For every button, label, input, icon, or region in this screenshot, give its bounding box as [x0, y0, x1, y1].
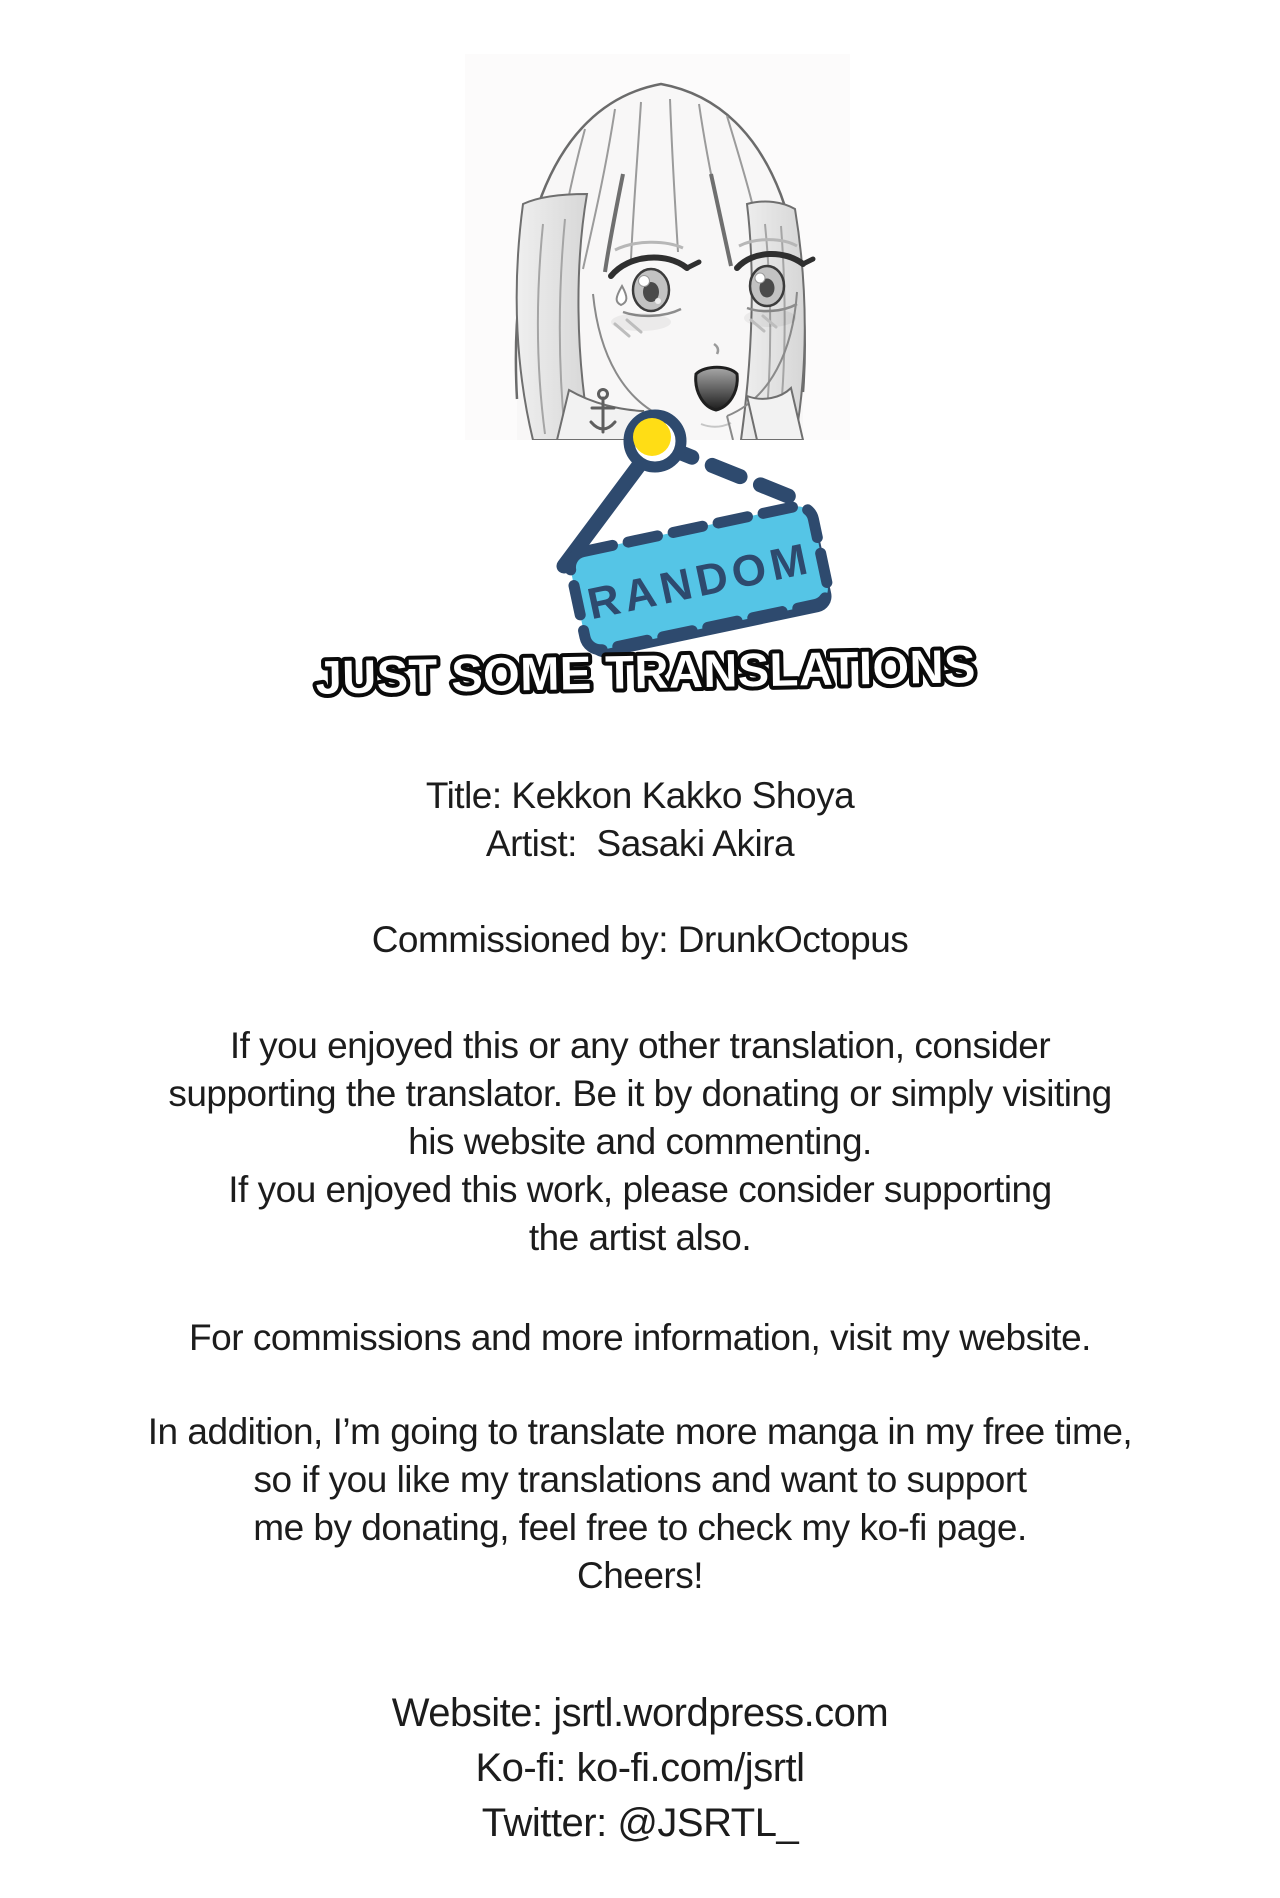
links-block	[0, 1686, 1280, 1851]
commission-line: Commissioned by: DrunkOctopus	[371, 919, 909, 960]
sign-label: RANDOM	[583, 533, 817, 630]
kofi-line-3: me by donating, feel free to check my ko-fi page.	[253, 1507, 1027, 1548]
kofi-line-4: Cheers!	[576, 1555, 704, 1596]
support-line-5: the artist also.	[528, 1217, 752, 1258]
manga-girl-drawing	[465, 54, 850, 440]
support-paragraph	[0, 1022, 1280, 1262]
website-line: Website: jsrtl.wordpress.com	[391, 1691, 889, 1735]
artist-line: Artist: Sasaki Akira	[485, 823, 795, 864]
manga-girl-illustration	[465, 54, 850, 440]
kofi-line-1: In addition, I’m going to translate more manga in my free time,	[147, 1411, 1133, 1452]
support-line-3: his website and commenting.	[408, 1121, 872, 1162]
pushpin-icon	[629, 415, 681, 467]
hanging-sign-graphic	[315, 386, 977, 716]
commissions-info-line: For commissions and more information, visit my website.	[189, 1317, 1091, 1358]
support-line-2: supporting the translator. Be it by donating or simply visiting	[168, 1073, 1112, 1114]
sign-cord-right	[664, 446, 808, 504]
kofi-line-2: so if you like my translations and want to support	[253, 1459, 1027, 1500]
kofi-paragraph	[0, 1408, 1280, 1600]
title-line: Title: Kekkon Kakko Shoya	[425, 775, 855, 816]
kofi-link-line: Ko-fi: ko-fi.com/jsrtl	[475, 1746, 805, 1790]
twitter-line: Twitter: @JSRTL_	[481, 1801, 799, 1845]
support-line-1: If you enjoyed this or any other translation, consider	[229, 1025, 1051, 1066]
brand-wordmark: JUST SOME TRANSLATIONS	[315, 639, 977, 704]
random-sign	[567, 503, 834, 661]
support-line-4: If you enjoyed this work, please consider supporting	[228, 1169, 1052, 1210]
